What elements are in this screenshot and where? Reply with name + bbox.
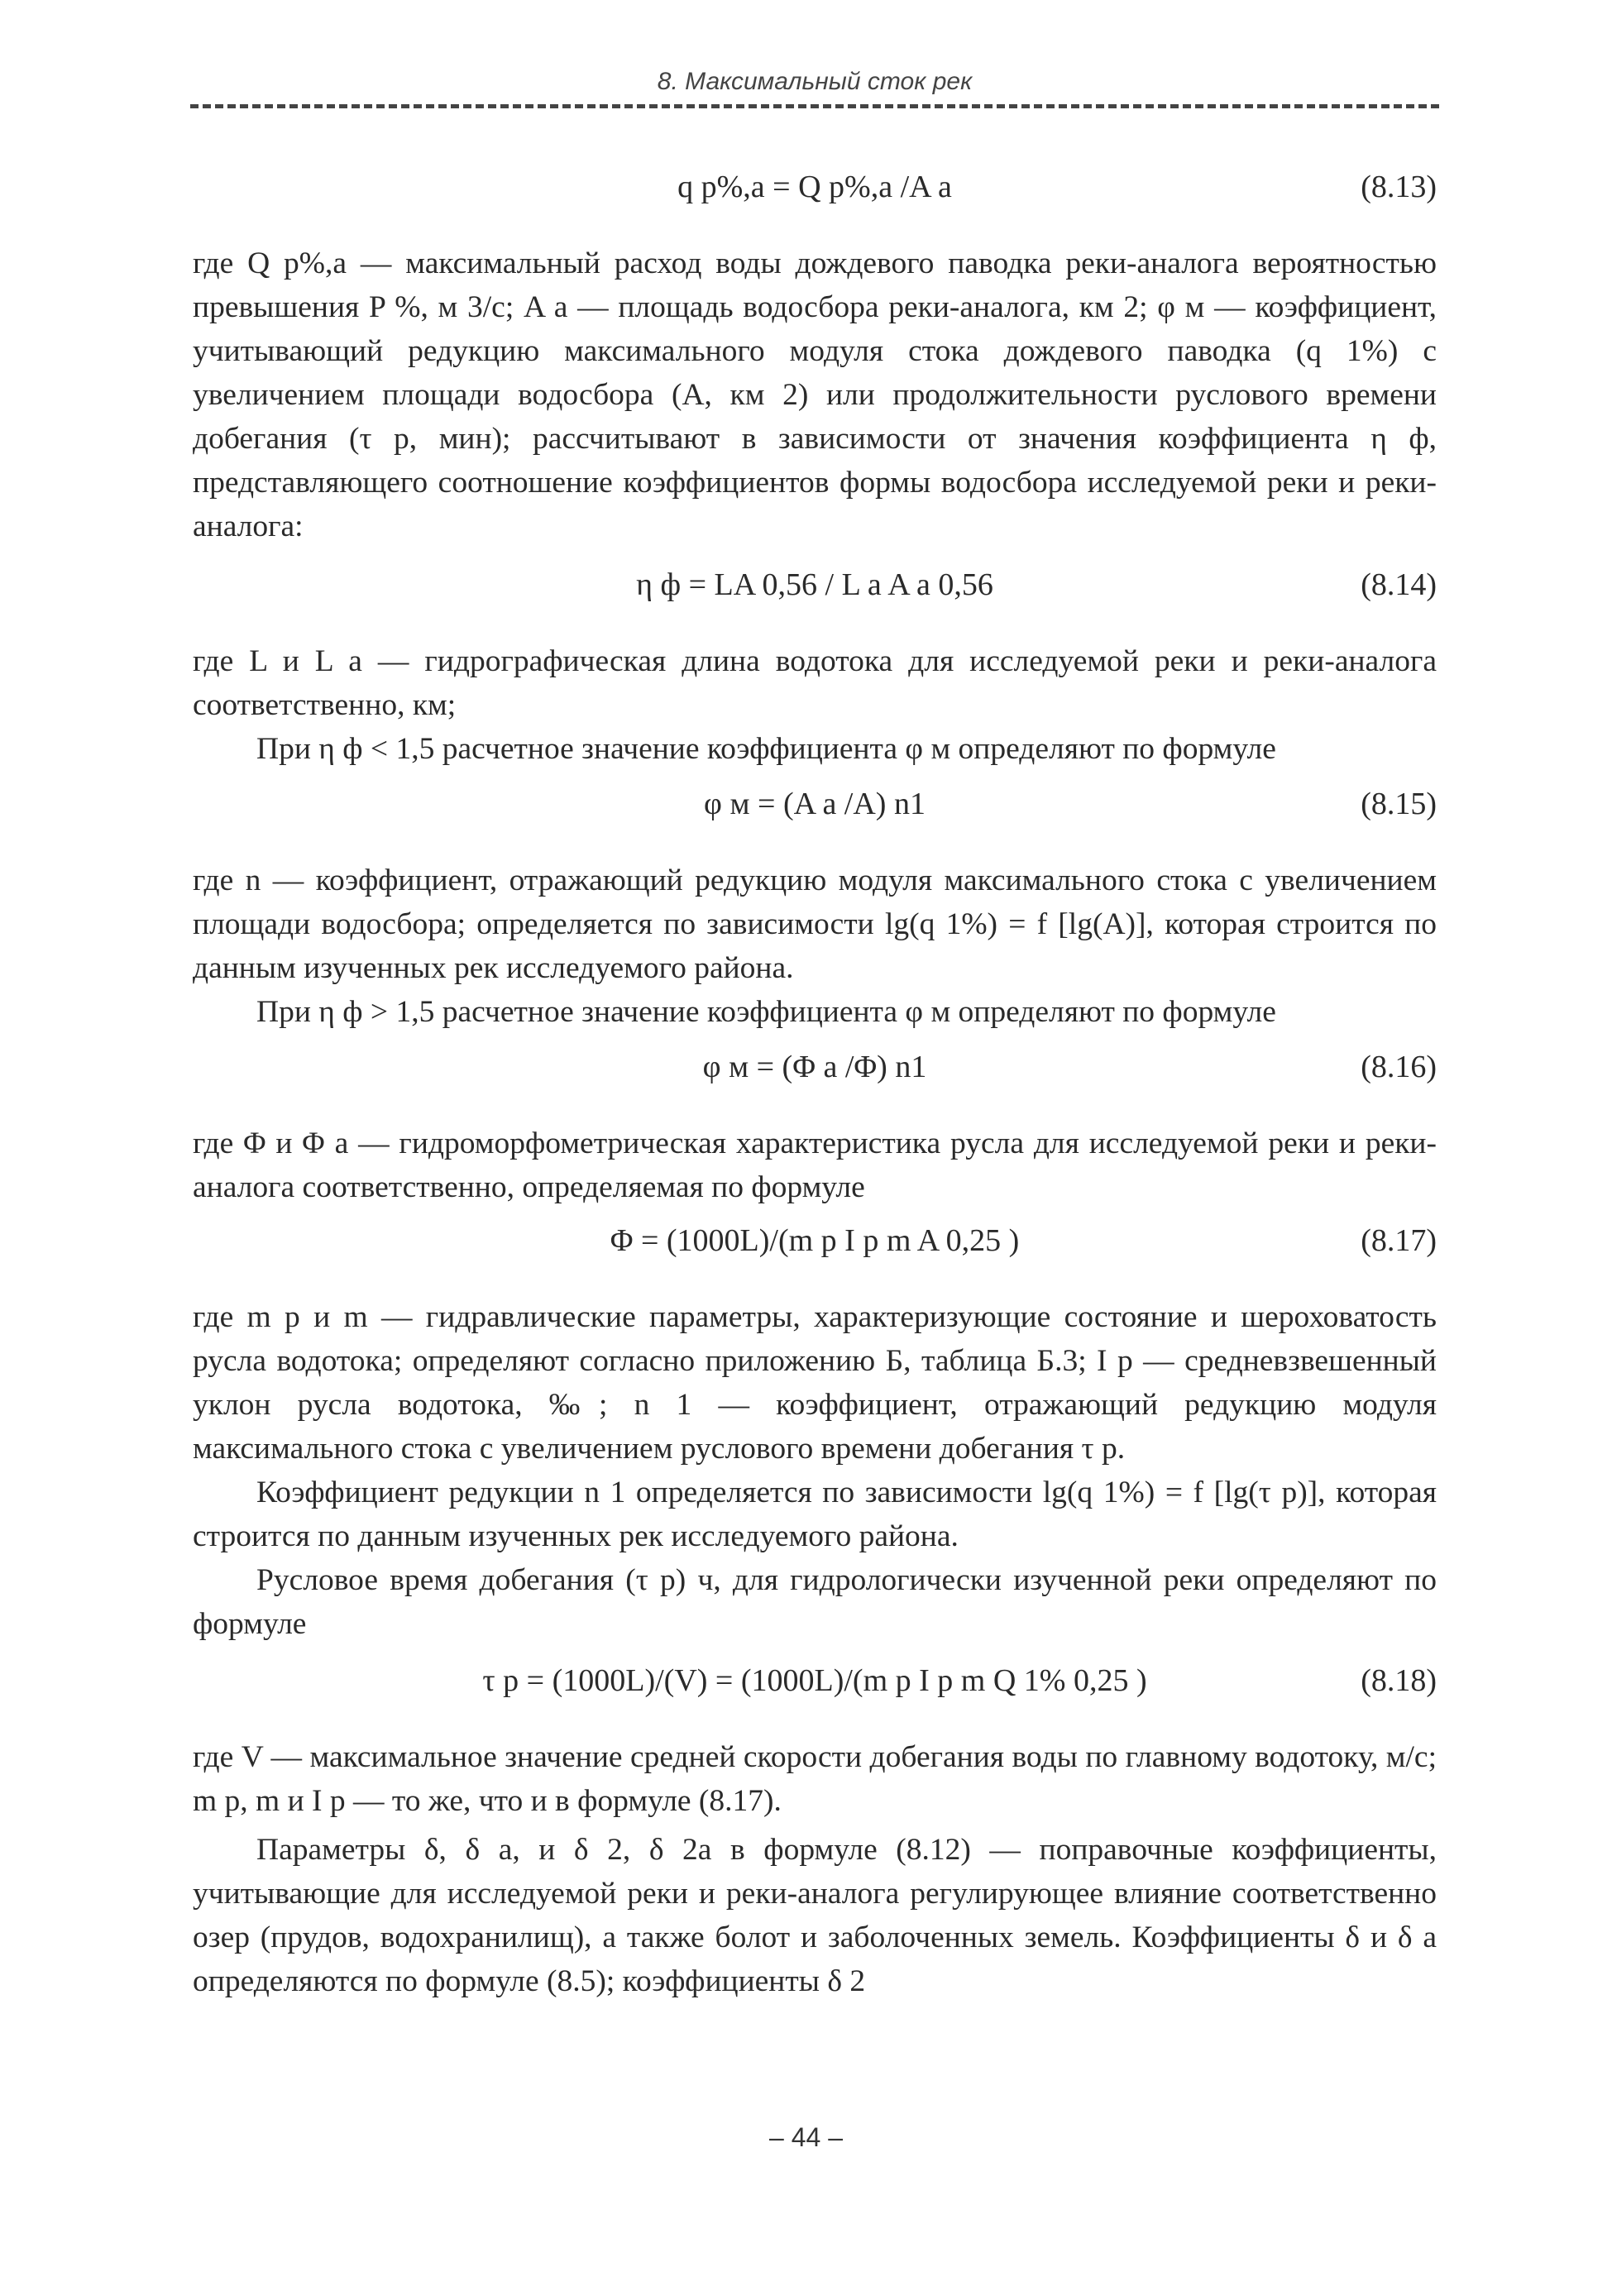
page-body [193,149,1437,2003]
formula: φ м = (A a /A) n1 [704,787,926,821]
formula: η ф = LA 0,56 / L a A a 0,56 [636,567,993,602]
equation-8-14 [193,560,1437,610]
equation-number: (8.14) [1361,567,1437,602]
equation-number: (8.15) [1361,787,1437,821]
formula: τ p = (1000L)/(V) = (1000L)/(m p I p m Q 1% 0,25 ) [482,1663,1147,1698]
paragraph: где Φ и Φ a — гидроморфометрическая характеристика русла для исследуемой реки и реки-аналога соответственно, определяемая по формуле [193,1126,1437,1204]
paragraph: Коэффициент редукции n 1 определяется по зависимости lg(q 1%) = f [lg(τ p)], которая строится по данным изученных рек исследуемого района. [193,1476,1437,1553]
paragraph: Русловое время добегания (τ p) ч, для гидрологически изученной реки определяют по формуле [193,1563,1437,1641]
equation-number: (8.17) [1361,1223,1437,1258]
paragraph: где n — коэффициент, отражающий редукцию модуля максимального стока с увеличением площади водосбора; определяется по зависимости lg(q 1%) = f [lg(A)], которая строится по данным изученных рек исследуемого района. [193,863,1437,985]
paragraph: При η ф < 1,5 расчетное значение коэффициента φ м определяют по формуле [256,732,1276,766]
paragraph: При η ф > 1,5 расчетное значение коэффициента φ м определяют по формуле [256,995,1276,1029]
equation-8-17 [193,1216,1437,1265]
equation-8-15 [193,779,1437,829]
equation-number: (8.18) [1361,1663,1437,1698]
page-number: – 44 – [769,2122,843,2152]
header-divider [190,104,1439,108]
paragraph: Параметры δ, δ a, и δ 2, δ 2a в формуле (8.12) — поправочные коэффициенты, учитывающие для исследуемой реки и реки-аналога регулирующее влияние соответственно озер (прудов, водохранилищ), а также болот и заболоченных земель. Коэффициенты δ и δ a определяются по формуле (8.5); коэффициенты δ 2 [193,1833,1437,1998]
paragraph: где V — максимальное значение средней скорости добегания воды по главному водотоку, м/с; m p, m и I p — то же, что и в формуле (8.17). [193,1740,1437,1818]
formula: φ м = (Φ a /Φ) n1 [702,1050,927,1084]
equation-8-16 [193,1042,1437,1092]
equation-number: (8.13) [1361,170,1437,204]
equation-number: (8.16) [1361,1050,1437,1084]
paragraph: где Q p%,a — максимальный расход воды дождевого паводка реки-аналога вероятностью превышения P %, м 3/с; A a — площадь водосбора реки-аналога, км 2; φ м — коэффициент, учитывающий редукцию максимального модуля стока дождевого паводка (q 1%) с увеличением площади водосбора (A, км 2) или продолжительности руслового времени добегания (τ p, мин); рассчитывают в зависимости от значения коэффициента η ф, представляющего соотношение коэффициентов формы водосбора исследуемой реки и реки-аналога: [193,246,1437,543]
formula: Φ = (1000L)/(m p I p m A 0,25 ) [610,1223,1020,1258]
running-header: 8. Максимальный сток рек [657,68,973,95]
paragraph: где L и L a — гидрографическая длина водотока для исследуемой реки и реки-аналога соответственно, км; [193,644,1437,722]
paragraph: где m p и m — гидравлические параметры, характеризующие состояние и шероховатость русла водотока; определяют согласно приложению Б, таблица Б.3; I p — средневзвешенный уклон русла водотока, ‰; n 1 — коэффициент, отражающий редукцию модуля максимального стока с увеличением руслового времени добегания τ p. [193,1300,1437,1466]
equation-8-13 [193,162,1437,212]
formula: q p%,a = Q p%,a /A a [677,170,952,204]
equation-8-18 [193,1656,1437,1705]
